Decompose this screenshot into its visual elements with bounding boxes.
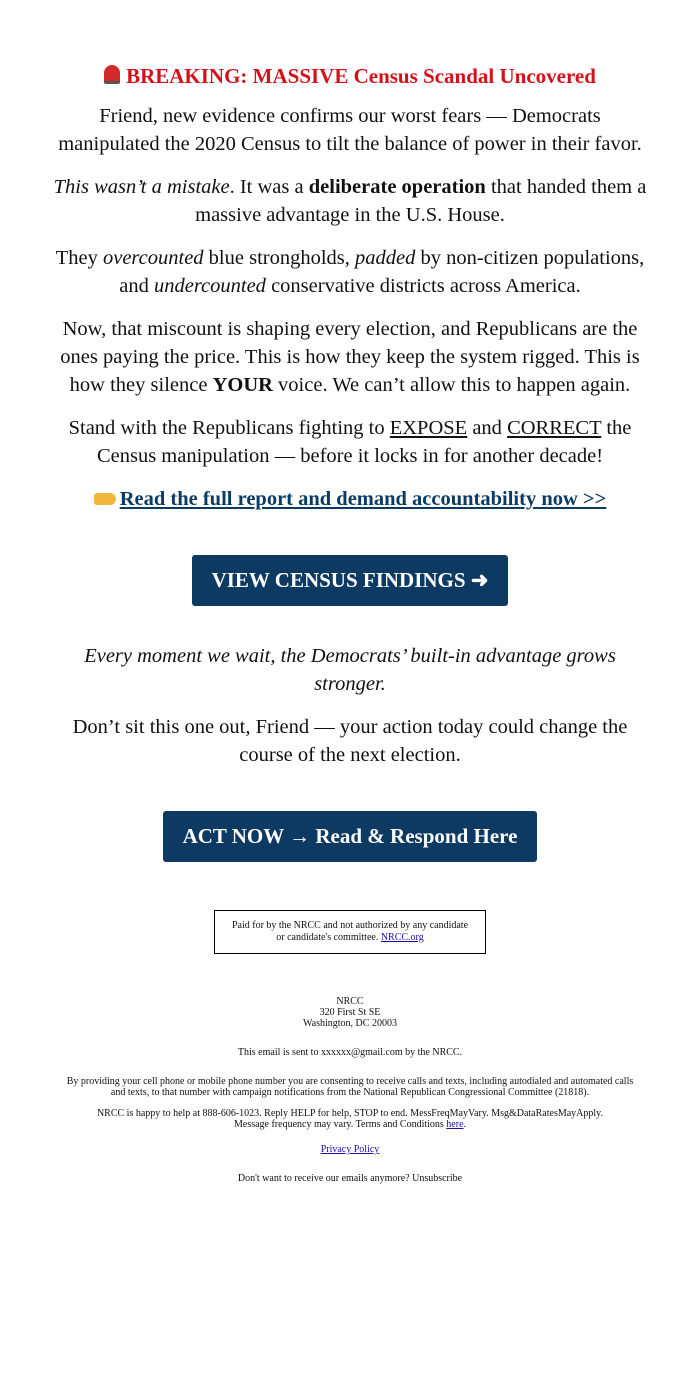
disclaimer-text: Paid for by the NRCC and not authorized by any candidate or candidate's committee. — [231, 920, 469, 943]
paragraph-every-moment — [50, 642, 650, 698]
paid-for-disclaimer — [214, 910, 486, 954]
siren-icon — [104, 65, 120, 84]
p5-c: and — [467, 417, 508, 439]
p3-d: padded — [355, 247, 416, 269]
help-body: NRCC is happy to help at 888-606-1023. Reply HELP for help, STOP to end. MessFreqMayVary. Msg&DataRatesMayApply. Message frequency may vary. Terms and Conditions — [96, 1108, 604, 1130]
p3-f: undercounted — [153, 275, 266, 297]
privacy-policy-link[interactable]: Privacy Policy — [320, 1144, 380, 1155]
help-text — [50, 1108, 650, 1130]
p5-expose: EXPOSE — [389, 417, 468, 439]
paragraph-dont-sit: Don’t sit this one out, Friend — your action today could change the course of the next election. — [72, 716, 628, 766]
address-street: 320 First St SE — [319, 1007, 381, 1018]
headline-text: BREAKING: MASSIVE Census Scandal Uncovered — [126, 64, 596, 88]
email-body — [50, 0, 650, 1184]
paragraph-deliberate — [50, 173, 650, 229]
p3-g: conservative districts across America. — [265, 275, 581, 297]
address-name: NRCC — [336, 996, 364, 1007]
p2-italic: This wasn’t a mistake — [53, 176, 230, 198]
p4-c: voice. We can’t allow this to happen again. — [272, 374, 631, 396]
paragraph-stand — [50, 414, 650, 470]
pointing-hand-icon — [94, 493, 116, 505]
paragraph-overcounted — [50, 244, 650, 300]
p5-a: Stand with the Republicans fighting to — [68, 417, 390, 439]
p3-c: blue strongholds, — [203, 247, 356, 269]
p3-e: by non-citizen populations, and — [119, 247, 645, 297]
sent-to-text: This email is sent to xxxxxx@gmail.com by the NRCC. — [237, 1047, 463, 1058]
terms-link[interactable]: here — [446, 1119, 464, 1130]
p3-a: They — [55, 247, 103, 269]
p2-bold: deliberate operation — [308, 176, 486, 198]
p2-text-end: that handed them a massive advantage in the U.S. House. — [195, 176, 647, 226]
report-link-text: Read the full report and demand accountability now >> — [119, 488, 607, 510]
p4-b: YOUR — [212, 374, 273, 396]
view-census-findings-button[interactable]: VIEW CENSUS FINDINGS ➜ — [192, 555, 509, 606]
p3-b: overcounted — [102, 247, 204, 269]
p2-text: . It was a — [229, 176, 309, 198]
paragraph-miscount — [50, 315, 650, 399]
p4-a: Now, that miscount is shaping every election, and Republicans are the ones paying the price. This is how they keep the system rigged. This is how they silence — [60, 318, 640, 396]
headline — [50, 62, 650, 90]
p5-e: the Census manipulation — before it locks in for another decade! — [96, 417, 632, 467]
nrcc-link[interactable]: NRCC.org — [380, 932, 424, 943]
unsubscribe-text[interactable]: Don't want to receive our emails anymore? Unsubscribe — [237, 1173, 463, 1184]
p5-correct: CORRECT — [507, 417, 602, 439]
report-link[interactable] — [94, 488, 607, 510]
act-now-button[interactable]: ACT NOW → Read & Respond Here — [163, 811, 538, 862]
help-end: . — [463, 1119, 467, 1130]
report-link-row — [50, 485, 650, 513]
p6-italic: Every moment we wait, the Democrats’ built-in advantage grows stronger. — [84, 645, 616, 695]
address-city: Washington, DC 20003 — [303, 1018, 397, 1029]
consent-text: By providing your cell phone or mobile phone number you are consenting to receive calls and texts, including autodialed and automated calls and texts, to that number with campaign notifications from the National Republican Congressional Committee (21818). — [66, 1076, 634, 1098]
paragraph-intro: Friend, new evidence confirms our worst fears — Democrats manipulated the 2020 Census to tilt the balance of power in their favor. — [58, 105, 642, 155]
